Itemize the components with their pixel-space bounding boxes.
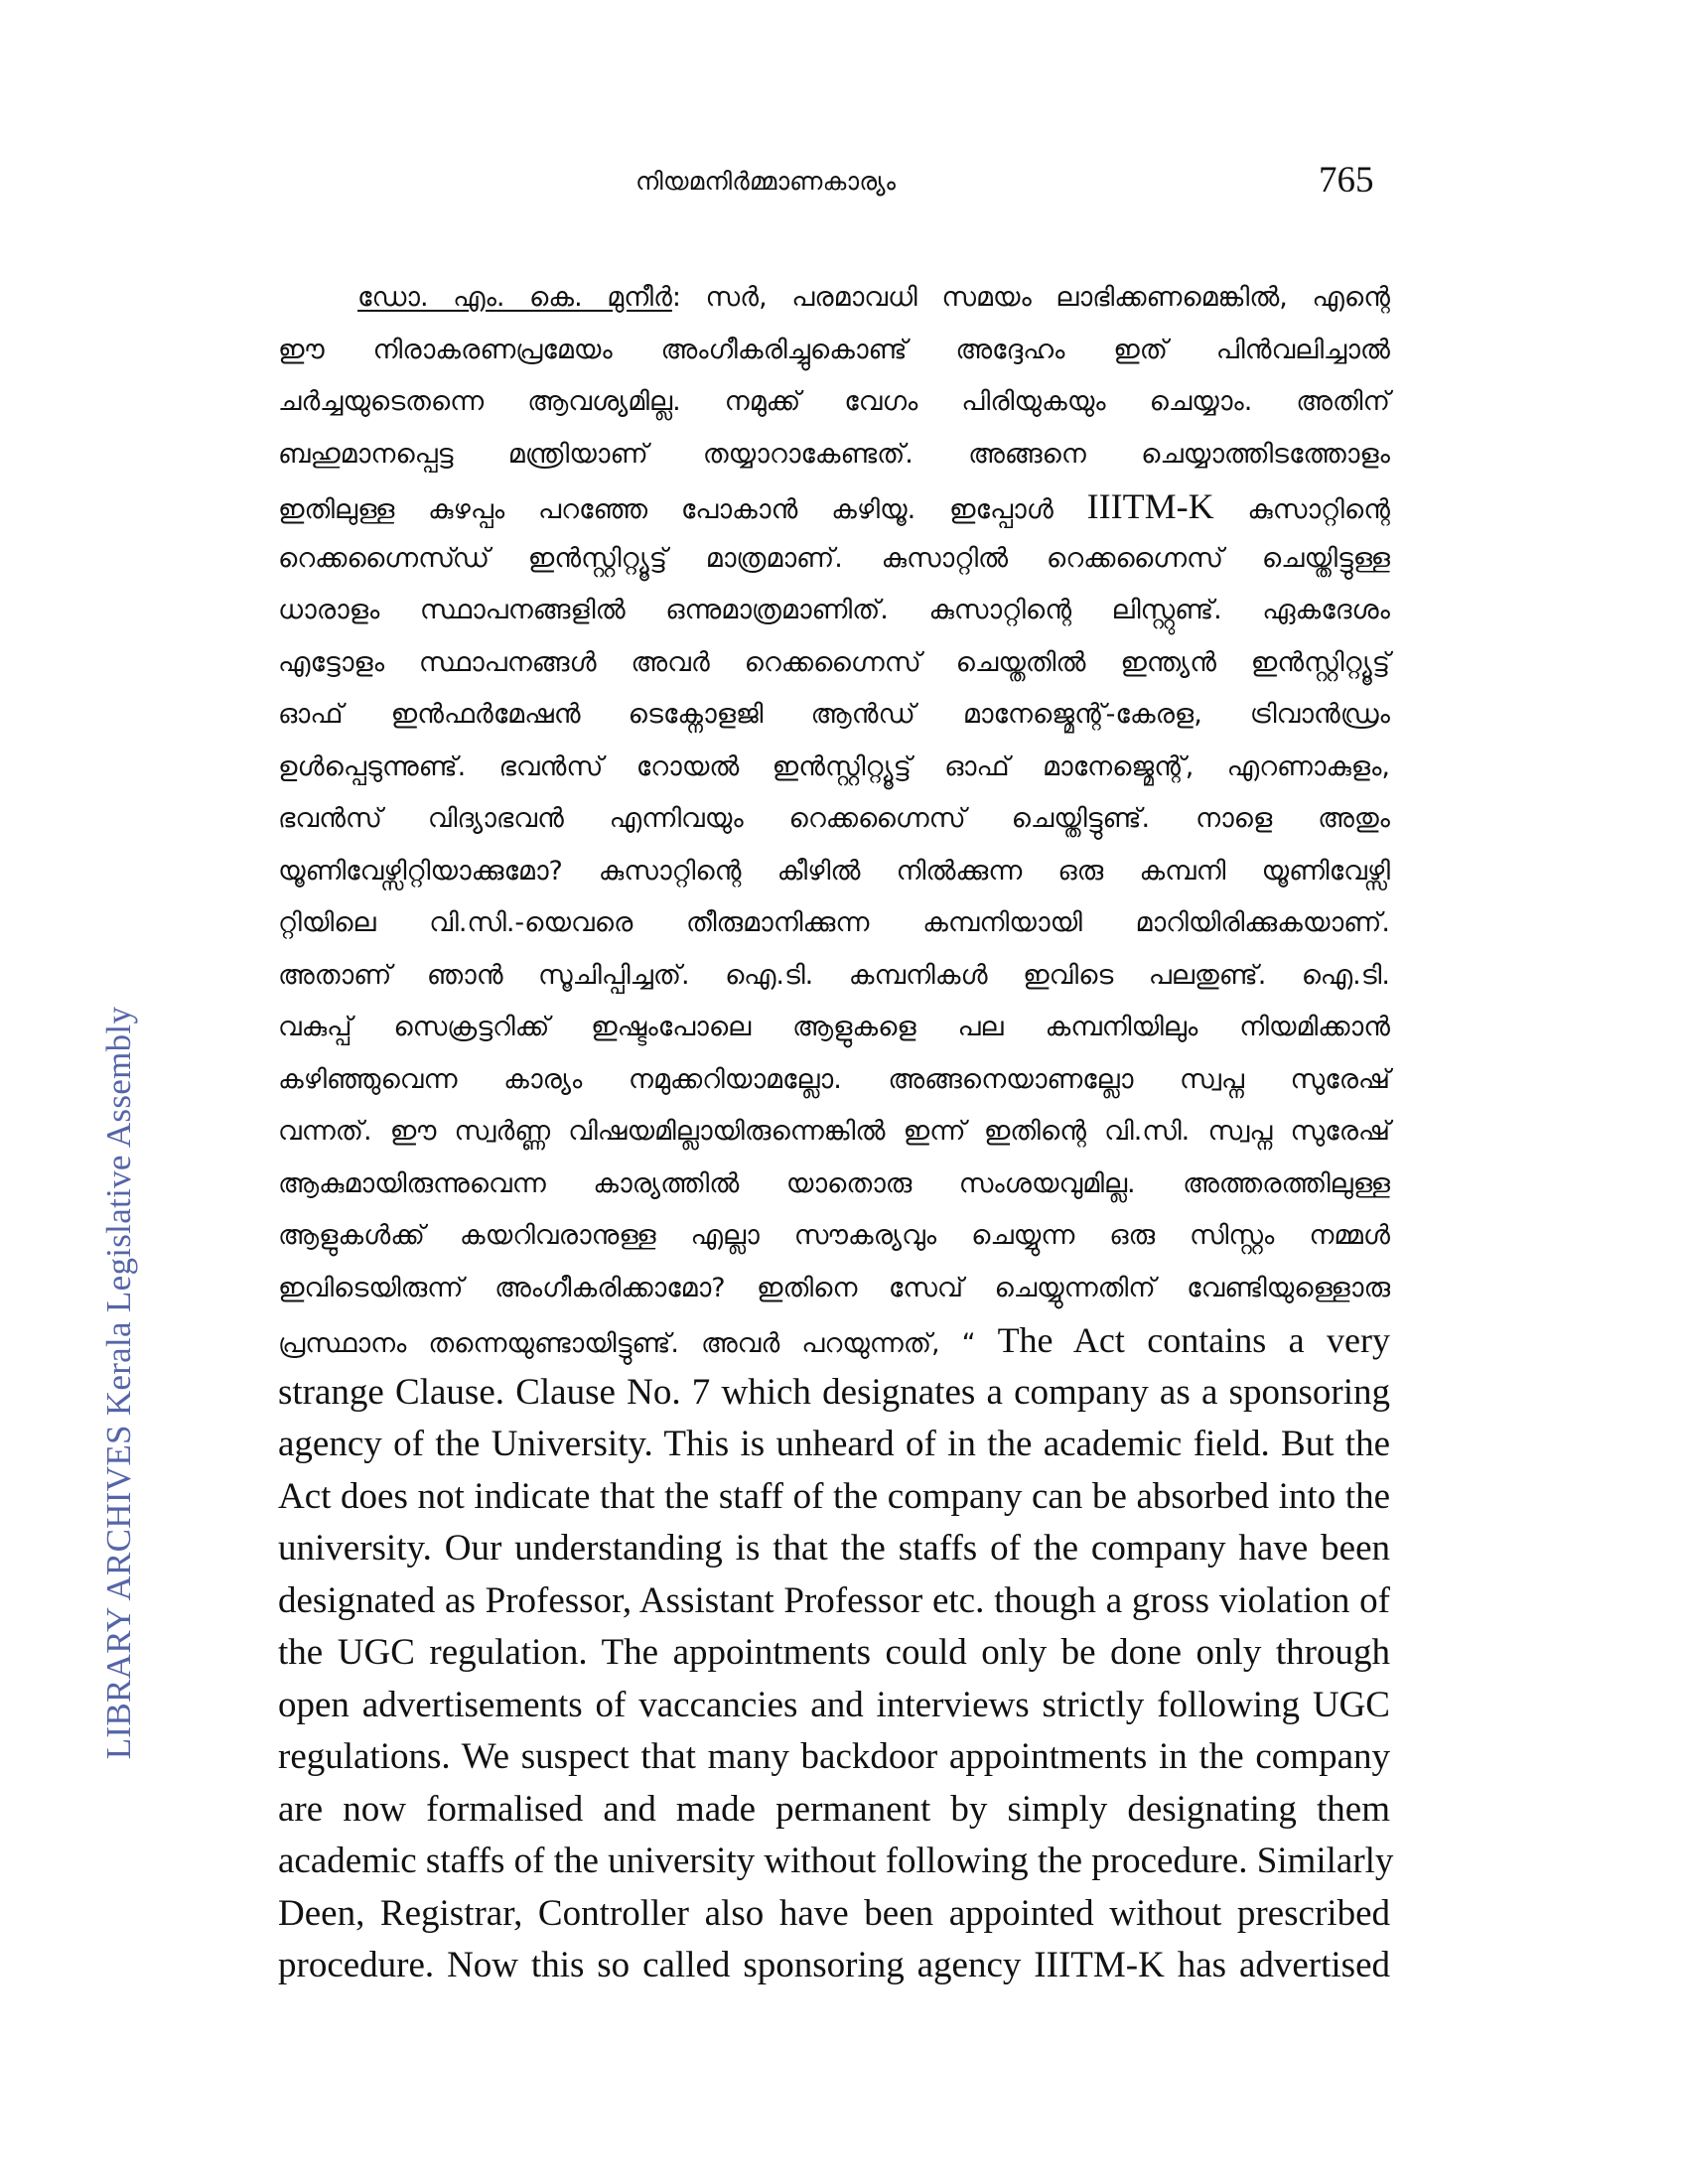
text-line: ആളുകൾക്ക് കയറിവരാനുള്ള എല്ലാ സൗകര്യവും ചെയ്യുന്ന ഒരു സിസ്റ്റം നമ്മൾ	[278, 1220, 1390, 1251]
text-line: റ്റിയിലെ വി.സി.-യെവരെ തീരുമാനിക്കുന്ന കമ്പനിയായി മാറിയിരിക്കുകയാണ്.	[278, 907, 1390, 938]
text-line: ഈ നിരാകരണപ്രമേയം അംഗീകരിച്ചുകൊണ്ട് അദ്ദേഹം ഇത് പിൻവലിച്ചാൽ	[278, 334, 1390, 365]
text-line: വകുപ്പ് സെക്രട്ടറിക്ക് ഇഷ്ടംപോലെ ആളുകളെ പല കമ്പനിയിലും നിയമിക്കാൻ	[278, 1012, 1390, 1042]
quoted-text-line: open advertisements of vaccancies and interviews strictly following UGC	[278, 1684, 1390, 1725]
quoted-text-line: university. Our understanding is that the staffs of the company have been	[278, 1528, 1390, 1569]
text-line: വന്നത്. ഈ സ്വർണ്ണ വിഷയമില്ലായിരുന്നെങ്കിൽ ഇന്ന് ഇതിന്റെ വി.സി. സ്വപ്ന സുരേഷ്	[278, 1116, 1390, 1147]
quoted-text-segment: The Act contains a very	[997, 1320, 1390, 1360]
text-line: ഭവൻസ് വിദ്യാഭവൻ എന്നിവയും റെക്കഗ്നൈസ് ചെയ്തിട്ടുണ്ട്. നാളെ അതും	[278, 803, 1390, 834]
quoted-text-line: the UGC regulation. The appointments could only be done only through	[278, 1632, 1390, 1673]
text-line	[278, 1314, 1390, 1367]
text-line: ബഹുമാനപ്പെട്ട മന്ത്രിയാണ് തയ്യാറാകേണ്ടത്. അങ്ങനെ ചെയ്യാത്തിടത്തോളം	[278, 438, 1390, 470]
text-line: ഉൾപ്പെടുന്നുണ്ട്. ഭവൻസ് റോയൽ ഇൻസ്റ്റിറ്റ്യൂട്ട് ഓഫ് മാനേജ്മെന്റ്, എറണാകുളം,	[278, 751, 1390, 782]
text-line: ആകുമായിരുന്നുവെന്ന കാര്യത്തിൽ യാതൊരു സംശയവുമില്ല. അത്തരത്തിലുള്ള	[278, 1167, 1390, 1199]
page-number: 765	[1319, 160, 1374, 201]
text-line: കഴിഞ്ഞുവെന്ന കാര്യം നമുക്കറിയാമല്ലോ. അങ്ങനെയാണല്ലോ സ്വപ്ന സുരേഷ്	[278, 1063, 1390, 1095]
archive-watermark: LIBRARY ARCHIVES Kerala Legislative Assembly	[99, 1006, 138, 1760]
page-header-title: നിയമനിർമ്മാണകാര്യം	[635, 167, 897, 196]
text-line	[278, 480, 1390, 533]
speech-paragraph	[278, 272, 1394, 1992]
speaker-name: ഡോ. എം. കെ. മുനീർ	[357, 282, 672, 313]
quoted-text-line: are now formalised and made permanent by simply designating them	[278, 1788, 1390, 1830]
text-line: യൂണിവേഴ്സിറ്റിയാക്കുമോ? കുസാറ്റിന്റെ കീഴിൽ നിൽക്കുന്ന ഒരു കമ്പനി യൂണിവേഴ്സി	[278, 855, 1390, 887]
text-line: ഓഫ് ഇൻഫർമേഷൻ ടെക്നോളജി ആൻഡ് മാനേജ്മെന്റ്-കേരള, ട്രിവാൻഡ്രം	[278, 699, 1390, 730]
institute-abbreviation: IIITM-K	[1086, 486, 1214, 526]
quoted-text-line: procedure. Now this so called sponsoring agency IIITM-K has advertised	[278, 1945, 1390, 1985]
text-line: എട്ടോളം സ്ഥാപനങ്ങൾ അവർ റെക്കഗ്നൈസ് ചെയ്തതിൽ ഇന്ത്യൻ ഇൻസ്റ്റിറ്റ്യൂട്ട്	[278, 646, 1390, 678]
quoted-text-line: designated as Professor, Assistant Professor etc. though a gross violation of	[278, 1579, 1390, 1621]
quoted-text-line: agency of the University. This is unheard of in the academic field. But the	[278, 1424, 1390, 1464]
text-line-segment: കുസാറ്റിന്റെ	[1213, 494, 1391, 525]
text-line: അതാണ് ഞാൻ സൂചിപ്പിച്ചത്. ഐ.ടി. കമ്പനികൾ ഇവിടെ പലതുണ്ട്. ഐ.ടി.	[278, 959, 1390, 991]
text-line-segment: പ്രസ്ഥാനം തന്നെയുണ്ടായിട്ടുണ്ട്. അവർ പറയുന്നത്, “	[278, 1328, 998, 1359]
text-line	[278, 272, 1390, 325]
text-line-segment: : സർ, പരമാവധി സമയം ലാഭിക്കണമെങ്കിൽ, എന്റെ	[671, 282, 1391, 313]
quoted-text-line: Act does not indicate that the staff of the company can be absorbed into the	[278, 1475, 1390, 1517]
quoted-text-line: academic staffs of the university without following the procedure. Similarly	[278, 1841, 1394, 1881]
text-line-segment: ഇതിലുള്ള കുഴപ്പം പറഞ്ഞേ പോകാൻ കഴിയൂ. ഇപ്പോൾ	[278, 494, 1087, 525]
text-line: ചർച്ചയുടെതന്നെ ആവശ്യമില്ല. നമുക്ക് വേഗം പിരിയുകയും ചെയ്യാം. അതിന്	[278, 386, 1390, 417]
text-line: റെക്കഗ്നൈസ്ഡ് ഇൻസ്റ്റിറ്റ്യൂട്ട് മാത്രമാണ്. കുസാറ്റിൽ റെക്കഗ്നൈസ് ചെയ്തിട്ടുള്ള	[278, 542, 1390, 574]
quoted-text-line: regulations. We suspect that many backdoor appointments in the company	[278, 1736, 1390, 1777]
text-line: ഇവിടെയിരുന്ന് അംഗീകരിക്കാമോ? ഇതിനെ സേവ് ചെയ്യുന്നതിന് വേണ്ടിയുള്ളൊരു	[278, 1272, 1390, 1303]
text-line: ധാരാളം സ്ഥാപനങ്ങളിൽ ഒന്നുമാത്രമാണിത്. കുസാറ്റിന്റെ ലിസ്റ്റുണ്ട്. ഏകദേശം	[278, 595, 1390, 625]
quoted-text-line: strange Clause. Clause No. 7 which designates a company as a sponsoring	[278, 1371, 1390, 1413]
quoted-text-line: Deen, Registrar, Controller also have been appointed without prescribed	[278, 1892, 1390, 1934]
